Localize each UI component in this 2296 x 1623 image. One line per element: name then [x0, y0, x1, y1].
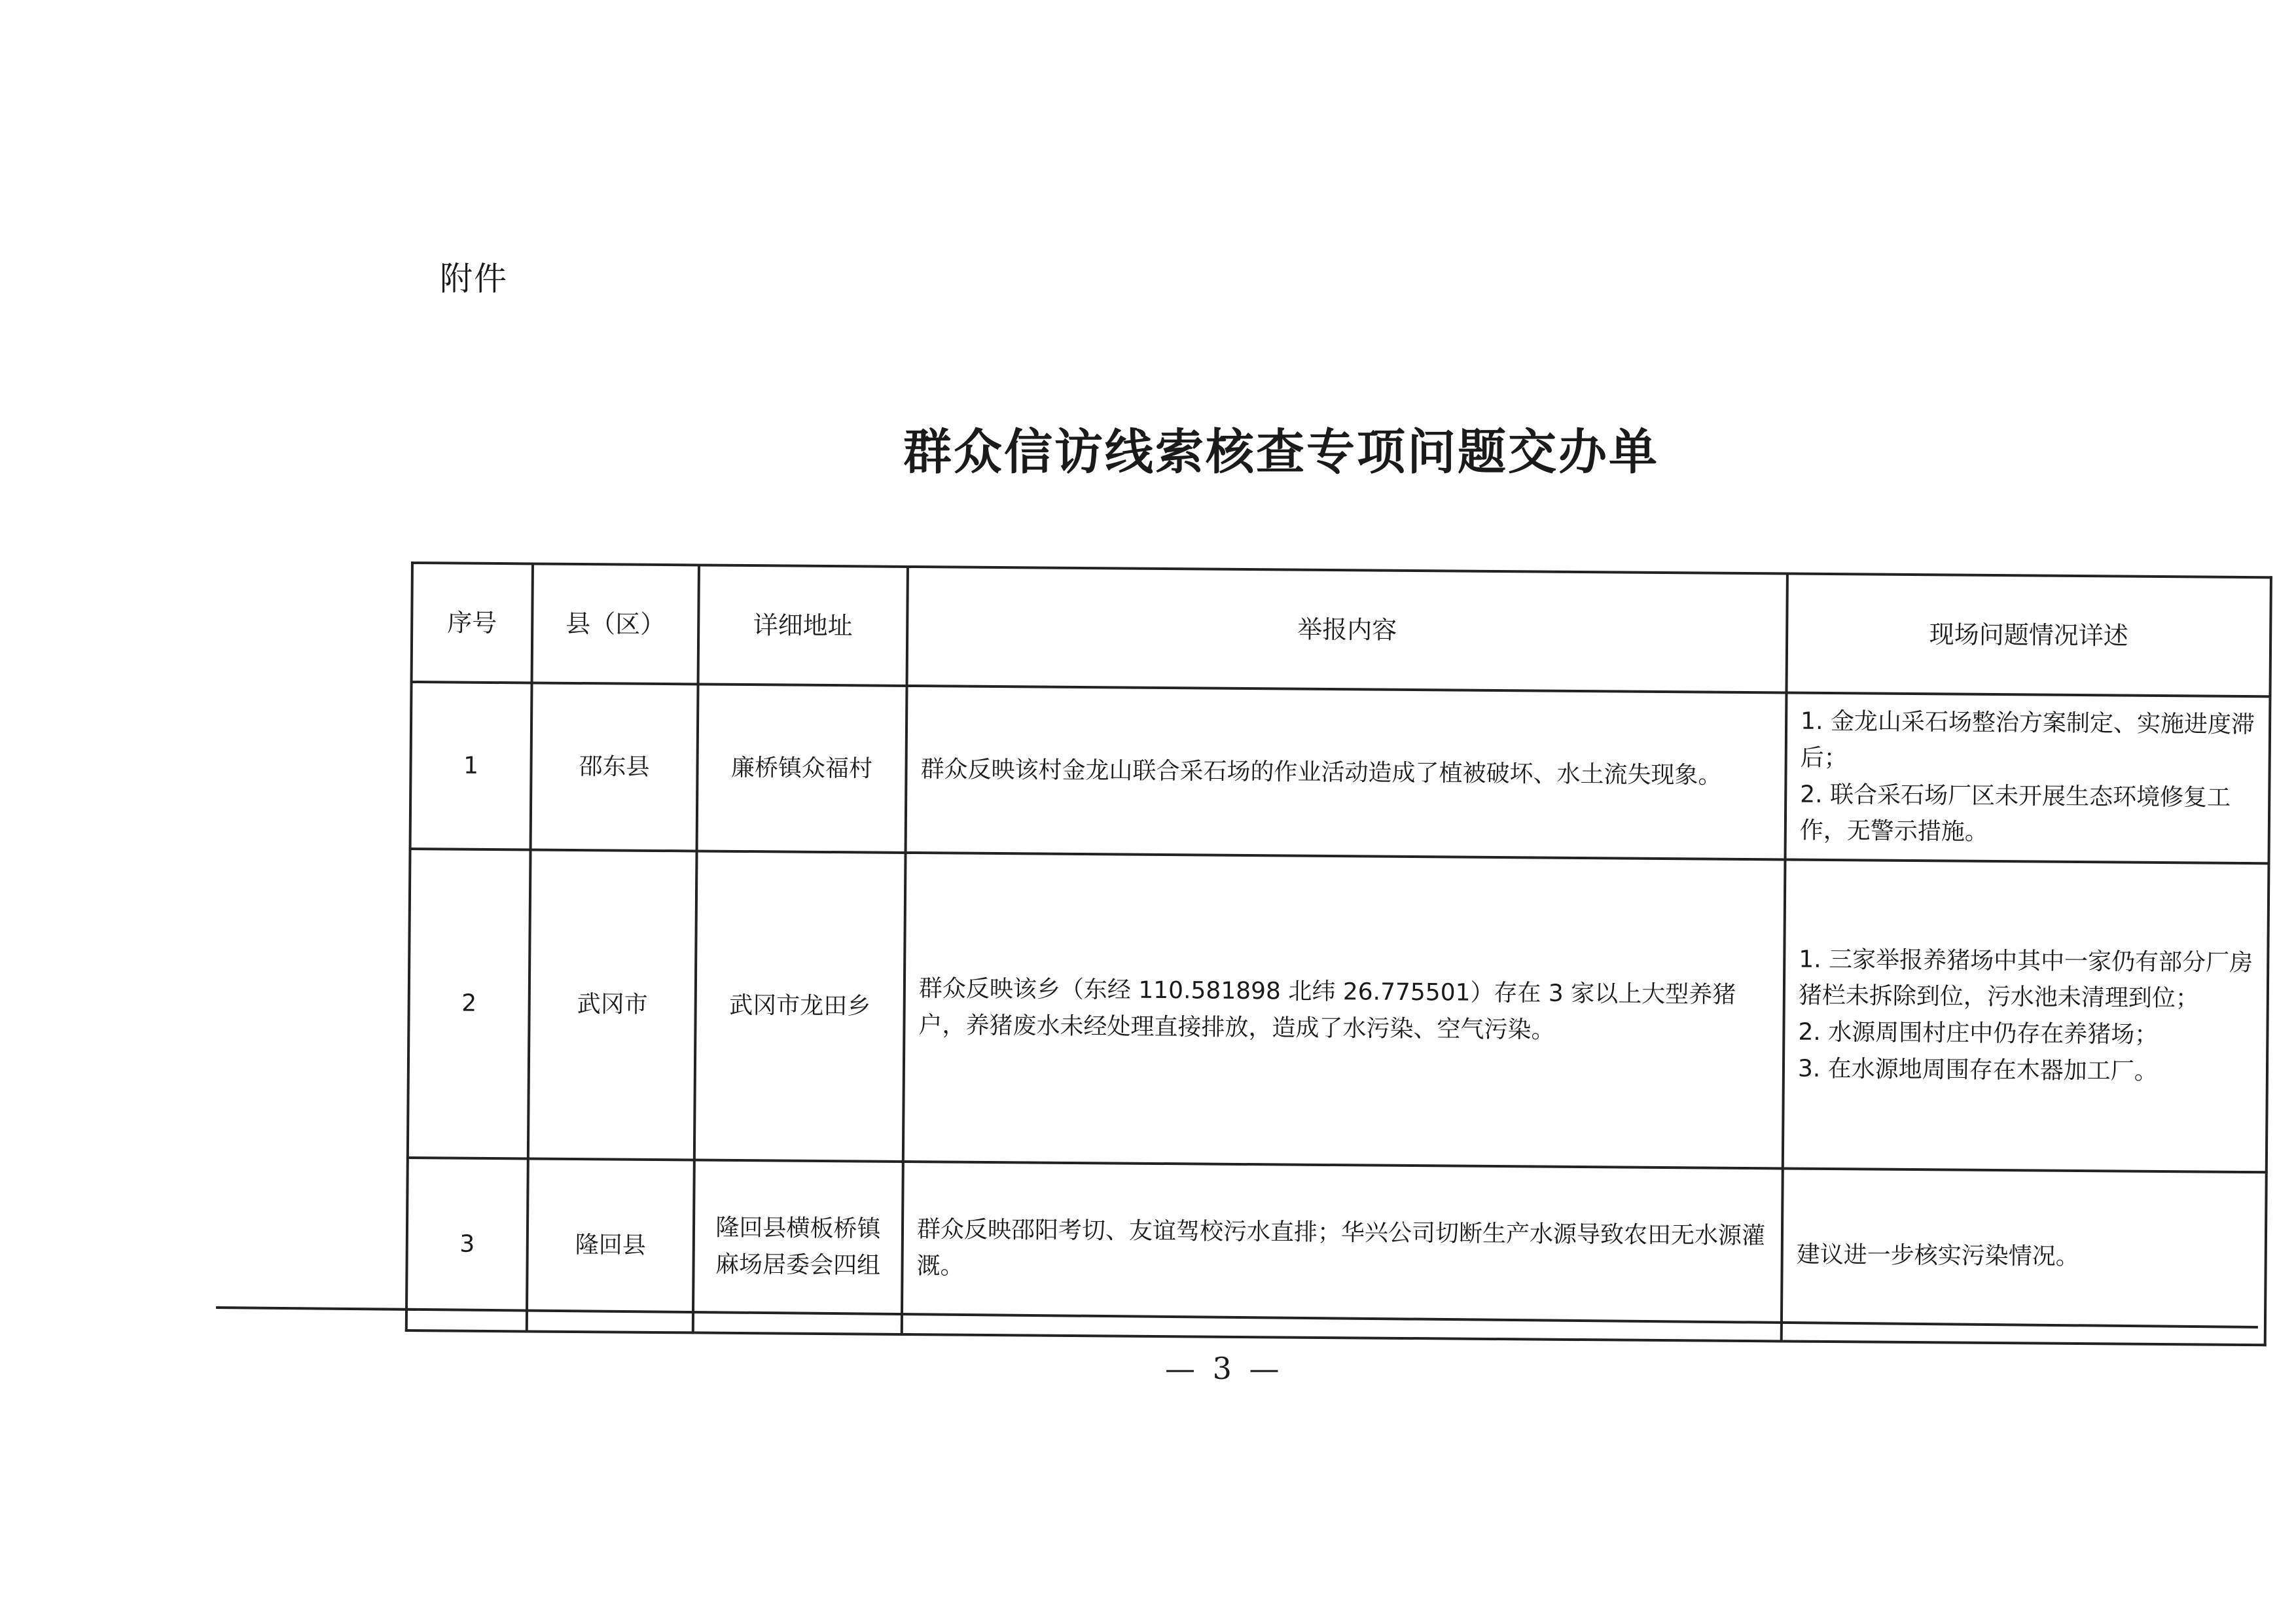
row-address: 廉桥镇众福村 — [697, 684, 907, 853]
row-site-details — [1783, 860, 2269, 1173]
row-report-content: 群众反映邵阳考切、友谊驾校污水直排；华兴公司切断生产水源导致农田无水源灌溉。 — [902, 1162, 1783, 1342]
row-site-details — [1785, 693, 2270, 864]
table-header-row — [412, 563, 2271, 696]
row-county: 武冈市 — [528, 850, 697, 1160]
header-county: 县（区） — [532, 563, 699, 684]
header-site-details: 现场问题情况详述 — [1786, 574, 2270, 697]
handover-table-container — [405, 562, 2255, 1346]
row-county: 隆回县 — [527, 1159, 694, 1333]
table-row — [408, 849, 2269, 1172]
row-report-content: 群众反映该村金龙山联合采石场的作业活动造成了植被破坏、水土流失现象。 — [906, 686, 1787, 860]
header-address: 详细地址 — [698, 565, 908, 685]
row-site-details — [1782, 1169, 2267, 1346]
document-title: 群众信访线索核查专项问题交办单 — [903, 424, 1659, 480]
header-report-content: 举报内容 — [907, 567, 1787, 693]
header-seq: 序号 — [412, 563, 533, 683]
row-seq: 1 — [410, 682, 532, 850]
row-county: 邵东县 — [531, 683, 698, 851]
row-address: 武冈市龙田乡 — [694, 851, 906, 1162]
detail-item: 2. 联合采石场厂区未开展生态环境修复工作，无警示措施。 — [1799, 781, 2231, 846]
detail-item: 建议进一步核实污染情况。 — [1796, 1241, 2079, 1271]
detail-item: 3. 在水源地周围存在木器加工厂。 — [1797, 1055, 2158, 1085]
table-row — [410, 682, 2270, 863]
row-seq: 3 — [406, 1158, 528, 1331]
row-seq: 2 — [408, 849, 531, 1158]
detail-item: 2. 水源周围村庄中仍存在养猪场； — [1798, 1018, 2159, 1049]
page-number: — 3 — — [1165, 1351, 1283, 1386]
attachment-label: 附件 — [440, 260, 508, 298]
handover-table — [405, 562, 2272, 1346]
row-report-content: 群众反映该乡（东经 110.581898 北纬 26.775501）存在 3 家以上大型养猪户，养猪废水未经处理直接排放，造成了水污染、空气污染。 — [903, 853, 1785, 1169]
detail-item: 1. 三家举报养猪场中其中一家仍有部分厂房猪栏未拆除到位，污水池未清理到位； — [1798, 946, 2253, 1012]
row-address: 隆回县横板桥镇麻场居委会四组 — [693, 1160, 903, 1334]
detail-item: 1. 金龙山采石场整治方案制定、实施进度滞后； — [1800, 707, 2255, 772]
